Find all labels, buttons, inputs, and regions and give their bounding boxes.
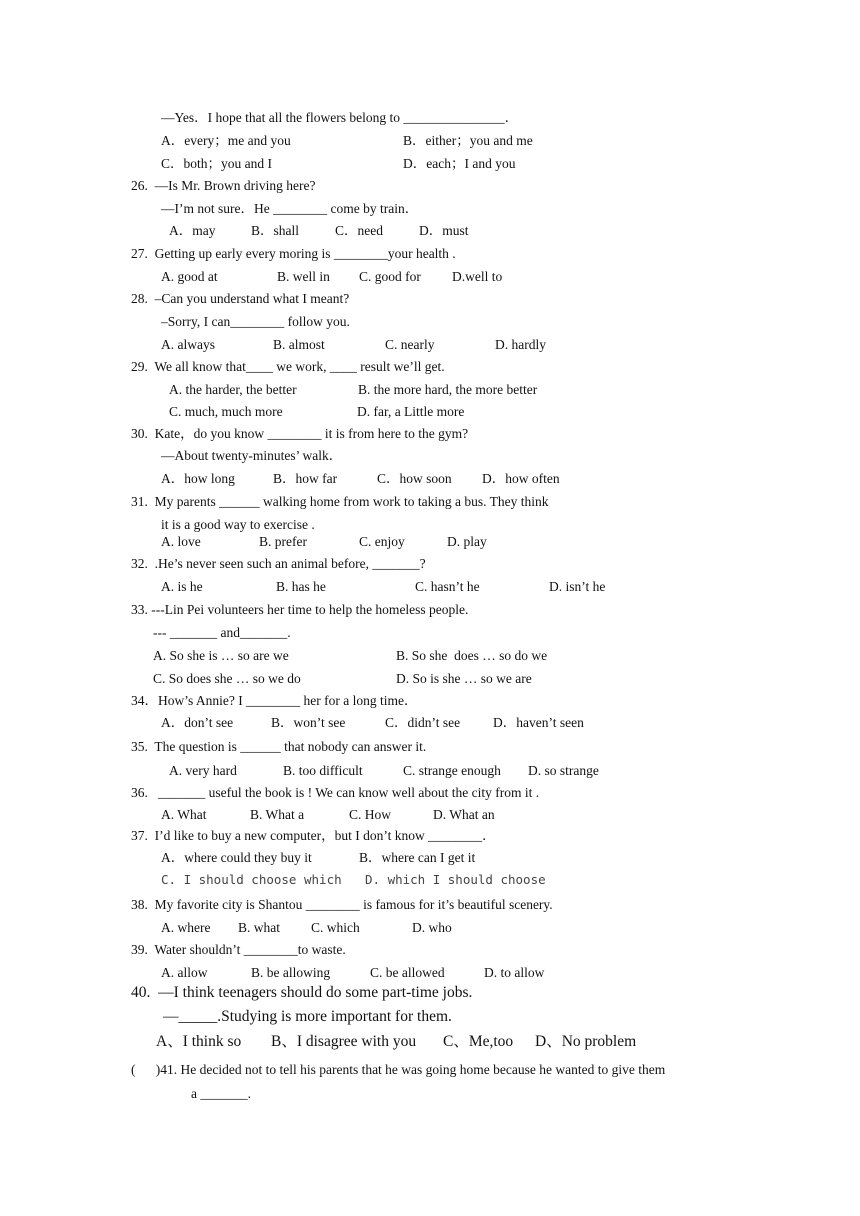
text-line: B. well in: [277, 269, 330, 284]
text-line: D. who: [412, 920, 452, 935]
text-line: D. so strange: [528, 763, 599, 778]
text-line: A. very hard: [169, 763, 237, 778]
text-line: 37. I’d like to buy a new computer，but I don’t know ________．: [131, 828, 496, 843]
text-line: C. strange enough: [403, 763, 501, 778]
text-line: C. be allowed: [370, 965, 445, 980]
text-line: 33. ---Lin Pei volunteers her time to help the homeless people.: [131, 602, 469, 617]
text-line: B. has he: [276, 579, 326, 594]
text-line: C. How: [349, 807, 392, 822]
text-line: 32. .He’s never seen such an animal before, _______?: [131, 556, 426, 571]
text-line: B. What a: [250, 807, 305, 822]
text-line: B．how far: [273, 471, 338, 486]
text-line: D.well to: [452, 269, 503, 284]
text-line: D．haven’t seen: [493, 715, 584, 730]
text-line: it is a good way to exercise .: [161, 517, 315, 532]
text-line: A. So she is … so are we: [153, 648, 289, 663]
text-line: C. which: [311, 920, 360, 935]
text-line: D．must: [419, 223, 469, 238]
text-line: A．where could they buy it: [161, 850, 312, 865]
text-line: B、I disagree with you: [271, 1033, 417, 1050]
text-line: —Yes．I hope that all the flowers belong to _______________．: [161, 110, 519, 125]
text-line: A．may: [169, 223, 216, 238]
text-line: 29. We all know that____ we work, ____ result we’ll get.: [131, 359, 445, 374]
text-line: C. So does she … so we do: [153, 671, 301, 686]
text-line: C．need: [335, 223, 383, 238]
text-line: A、I think so: [156, 1033, 242, 1050]
text-line: –Sorry, I can________ follow you.: [161, 314, 350, 329]
text-line: C. enjoy: [359, 534, 405, 549]
text-line: 28. –Can you understand what I meant?: [131, 291, 350, 306]
text-line: a _______.: [191, 1086, 251, 1101]
text-line: A. What: [161, 807, 207, 822]
text-line: A．every；me and you: [161, 133, 291, 148]
text-line: D. far, a Little more: [357, 404, 465, 419]
text-line: —About twenty-minutes’ walk．: [161, 448, 343, 463]
text-line: —_____.Studying is more important for them.: [163, 1008, 452, 1025]
text-line: D. play: [447, 534, 487, 549]
text-line: 34．How’s Annie? I ________ her for a long time．: [131, 693, 418, 708]
text-line: 39. Water shouldn’t ________to waste.: [131, 942, 346, 957]
text-line: B. almost: [273, 337, 325, 352]
text-line: B. too difficult: [283, 763, 363, 778]
text-line: D. hardly: [495, 337, 546, 352]
text-line: B．shall: [251, 223, 300, 238]
text-line: B. prefer: [259, 534, 307, 549]
text-line: D．each；I and you: [403, 156, 516, 171]
text-line: A. the harder, the better: [169, 382, 297, 397]
text-line: A. good at: [161, 269, 218, 284]
text-line: A. is he: [161, 579, 203, 594]
text-line: D．how often: [482, 471, 560, 486]
text-line: --- _______ and_______.: [153, 625, 291, 640]
text-line: C．didn’t see: [385, 715, 461, 730]
text-line: C．both；you and I: [161, 156, 272, 171]
text-line: B．won’t see: [271, 715, 346, 730]
text-line: D. So is she … so we are: [396, 671, 532, 686]
text-line: C、Me,too: [443, 1033, 514, 1050]
text-line: D. What an: [433, 807, 495, 822]
text-line: 36. _______ useful the book is ! We can know well about the city from it .: [131, 785, 540, 800]
text-line: B．either；you and me: [403, 133, 533, 148]
text-line: C. much, much more: [169, 404, 283, 419]
text-line: —I’m not sure．He ________ come by train．: [161, 201, 419, 216]
text-line: D. isn’t he: [549, 579, 606, 594]
text-line: C．how soon: [377, 471, 452, 486]
text-line: 26. —Is Mr. Brown driving here?: [131, 178, 316, 193]
text-line: 27. Getting up early every moring is ________your health .: [131, 246, 456, 261]
text-line: 30. Kate，do you know ________ it is from here to the gym?: [131, 426, 469, 441]
text-line: 38. My favorite city is Shantou ________ is famous for it’s beautiful scenery.: [131, 897, 553, 912]
text-line: B. So she does … so do we: [396, 648, 548, 663]
text-line: C. I should choose which: [161, 872, 342, 887]
text-line: A. always: [161, 337, 215, 352]
text-line: A. love: [161, 534, 201, 549]
text-line: C. good for: [359, 269, 421, 284]
text-line: D. to allow: [484, 965, 545, 980]
text-line: B. the more hard, the more better: [358, 382, 538, 397]
text-line: A. allow: [161, 965, 208, 980]
text-line: C. hasn’t he: [415, 579, 480, 594]
text-line: 35. The question is ______ that nobody can answer it.: [131, 739, 427, 754]
text-line: ( )41. He decided not to tell his parents that he was going home because he wanted to give them: [131, 1062, 666, 1077]
text-line: D. which I should choose: [365, 872, 546, 887]
text-line: D、No problem: [535, 1033, 637, 1050]
text-line: B. what: [238, 920, 280, 935]
text-line: B. be allowing: [251, 965, 331, 980]
text-line: 31. My parents ______ walking home from work to taking a bus. They think: [131, 494, 549, 509]
text-line: B．where can I get it: [359, 850, 476, 865]
text-line: A. where: [161, 920, 211, 935]
text-line: A．don’t see: [161, 715, 234, 730]
text-line: A．how long: [161, 471, 235, 486]
text-line: C. nearly: [385, 337, 435, 352]
text-line: 40. —I think teenagers should do some part-time jobs.: [131, 984, 473, 1001]
